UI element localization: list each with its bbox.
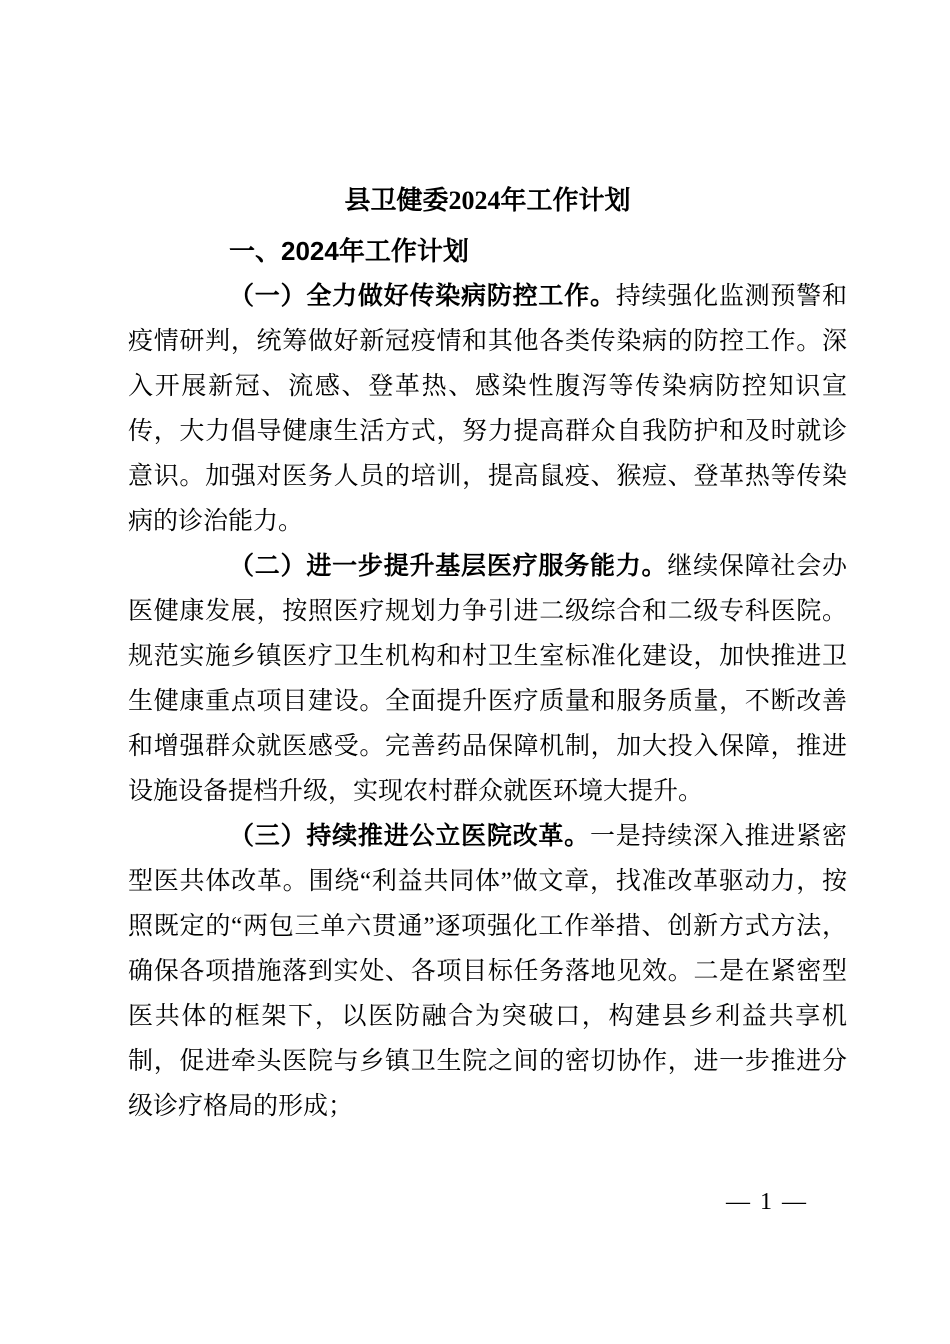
paragraph-3-body: 一是持续深入推进紧密型医共体改革。围绕“利益共同体”做文章，找准改革驱动力，按照既定的“两包三单六贯通”逐项强化工作举措、创新方式方法，确保各项措施落到实处、各项目标任务落地见效。二是在紧密型医共体的框架下，以医防融合为突破口，构建县乡利益共享机制，促进牵头医院与乡镇卫生院之间的密切协作，进一步推进分级诊疗格局的形成；: [128, 823, 847, 1120]
document-title: 县卫健委2024年工作计划: [344, 186, 631, 215]
paragraph-2-lead: （二）进一步提升基层医疗服务能力。: [229, 553, 668, 580]
section-heading: 一、2024年工作计划: [229, 236, 469, 266]
paragraph-3-lead: （三）持续推进公立医院改革。: [229, 823, 590, 850]
paragraph-3: [128, 814, 847, 1129]
document-content: [128, 183, 847, 1129]
paragraph-1: [128, 274, 847, 544]
paragraph-2-body: 继续保障社会办医健康发展，按照医疗规划力争引进二级综合和二级专科医院。规范实施乡镇医疗卫生机构和村卫生室标准化建设，加快推进卫生健康重点项目建设。全面提升医疗质量和服务质量，不断改善和增强群众就医感受。完善药品保障机制，加大投入保障，推进设施设备提档升级，实现农村群众就医环境大提升。: [128, 553, 847, 805]
paragraph-2: [128, 544, 847, 814]
paragraph-1-lead: （一）全力做好传染病防控工作。: [229, 283, 616, 310]
page-number: — 1 —: [726, 1189, 808, 1215]
paragraph-1-body: 持续强化监测预警和疫情研判，统筹做好新冠疫情和其他各类传染病的防控工作。深入开展新冠、流感、登革热、感染性腹泻等传染病防控知识宣传，大力倡导健康生活方式，努力提高群众自我防护和及时就诊意识。加强对医务人员的培训，提高鼠疫、猴痘、登革热等传染病的诊治能力。: [128, 283, 847, 535]
